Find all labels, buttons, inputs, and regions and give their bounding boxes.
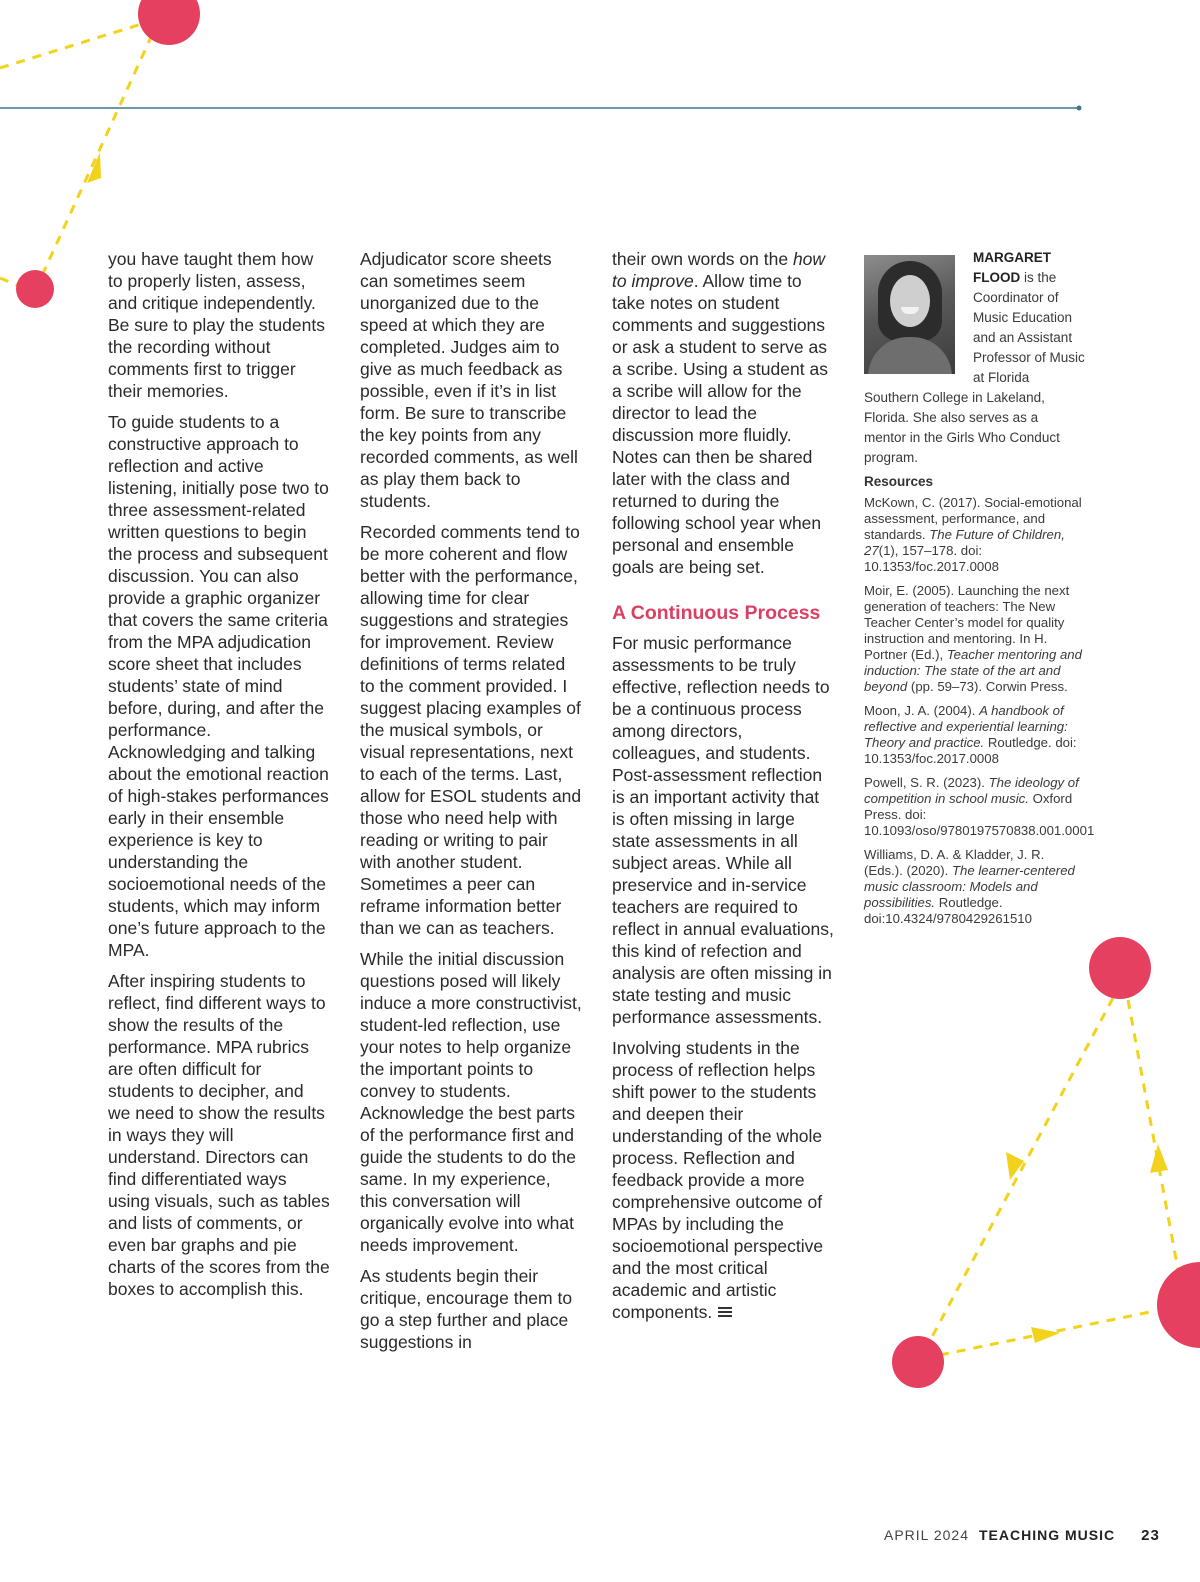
reference-item xyxy=(864,703,1082,767)
ref-text: (pp. 59–73). Corwin Press. xyxy=(907,679,1068,694)
paragraph: For music performance assessments to be truly effective, reflection needs to be a continuous process among directors, colleagues, and students. Post-assessment reflection is an important activity that is often missing in large state assessments in all subject areas. While all preservice and in-service teachers are required to reflect in annual evaluations, this kind of refection and analysis are often missing in state testing and music performance assessments. xyxy=(612,633,834,1027)
arrow-down-icon xyxy=(1006,1152,1024,1180)
arrow-up-icon xyxy=(1150,1144,1168,1173)
article-column-3 xyxy=(612,248,834,1332)
pink-node xyxy=(1157,1262,1200,1348)
resources-title: Resources xyxy=(864,474,934,489)
ref-italic: A handbook of reflective and experiential learning: Theory and practice. xyxy=(864,703,1068,750)
author-photo xyxy=(864,255,955,374)
ref-text: Routledge. doi: 10.1353/foc.2017.0008 xyxy=(864,735,1077,766)
paragraph: you have taught them how to properly listen, assess, and critique independently. Be sure to play the students the recording without comments first to trigger their memories. xyxy=(108,249,325,401)
bio-text: is the Coordinator of Music Education and an Assistant Professor of Music at Florida xyxy=(973,270,1085,385)
ref-text: Moir, E. (2005). Launching the next generation of teachers: The New Teacher Center’s model for quality instruction and mentoring. In H. Portner (Ed.), xyxy=(864,583,1070,662)
arrow-right-icon xyxy=(1031,1327,1060,1343)
ref-italic: The Future of Children, 27 xyxy=(864,527,1065,558)
page-number: 23 xyxy=(1141,1527,1160,1544)
resources-list xyxy=(864,474,1095,935)
ref-text: (1), 157–178. doi: 10.1353/foc.2017.0008 xyxy=(864,543,999,574)
paragraph: To guide students to a constructive approach to reflection and active listening, initially pose two to three assessment-related written questions to begin the process and subsequent discussion. You can also provide a graphic organizer that covers the same criteria from the MPA adjudication score sheet that includes students’ state of mind before, during, and after the performance. Acknowledging and talking about the emotional reaction of high-stakes performances early in their ensemble experience is key to understanding the socioemotional needs of the students, which may inform one’s future approach to the MPA. xyxy=(108,412,329,960)
ref-italic: The learner-centered music classroom: Models and possibilities. xyxy=(864,863,1075,910)
reference-item xyxy=(864,583,1082,695)
author-name: MARGARET FLOOD xyxy=(973,250,1051,285)
text-run: Involving students in the process of reflection helps shift power to the students and deepen their understanding of the whole process. Reflection and feedback provide a more comprehensive outcome of MPAs by including the socioemotional perspective and the most critical academic and artistic components. xyxy=(612,1038,824,1322)
arrow-up-icon xyxy=(87,152,101,183)
issue-date: APRIL 2024 xyxy=(884,1527,969,1543)
ref-text: Oxford Press. doi: 10.1093/oso/9780197570838.001.0001 xyxy=(864,791,1095,838)
rule-end-dot xyxy=(1077,106,1082,111)
text-run: their own words on the xyxy=(612,249,793,269)
pink-node xyxy=(892,1336,944,1388)
paragraph xyxy=(612,1037,834,1323)
reference-item xyxy=(864,775,1095,839)
section-heading: A Continuous Process xyxy=(612,602,821,624)
page-footer xyxy=(884,1527,1160,1544)
ref-text: Moon, J. A. (2004). xyxy=(864,703,980,718)
end-mark-icon xyxy=(718,1307,732,1319)
paragraph: Recorded comments tend to be more coherent and flow better with the performance, allowing time for clear suggestions and strategies for improvement. Review definitions of terms related to the comment provided. I suggest placing examples of the musical symbols, or visual representations, next to each of the terms. Last, allow for ESOL students and those who need help with reading or writing to pair with another student. Sometimes a peer can reframe information better than we can as teachers. xyxy=(360,522,582,938)
reference-item xyxy=(864,847,1082,927)
italic-text: how to improve xyxy=(612,249,826,291)
ref-italic: Teacher mentoring and induction: The state of the art and beyond xyxy=(864,647,1082,694)
author-bio xyxy=(973,248,1085,388)
magazine-title: TEACHING MUSIC xyxy=(978,1527,1116,1543)
ref-text: Powell, S. R. (2023). xyxy=(864,775,989,790)
paragraph: As students begin their critique, encourage them to go a step further and place suggestions in xyxy=(360,1266,573,1352)
author-bio-continued: Southern College in Lakeland, Florida. She also serves as a mentor in the Girls Who Conduct program. xyxy=(864,390,1060,465)
reference-item xyxy=(864,495,1082,575)
paragraph: While the initial discussion questions posed will likely induce a more constructivist, student-led reflection, use your notes to help organize the important points to convey to students. Acknowledge the best parts of the performance first and guide the students to do the same. In my experience, this conversation will organically evolve into what needs improvement. xyxy=(360,949,582,1255)
article-column-1 xyxy=(108,248,330,1309)
paragraph xyxy=(612,248,834,578)
article-column-2 xyxy=(360,248,582,1362)
ref-text: Williams, D. A. & Kladder, J. R. (Eds.). (2020). xyxy=(864,847,1045,878)
paragraph: After inspiring students to reflect, find different ways to show the results of the performance. MPA rubrics are often difficult for students to decipher, and we need to show the results in ways they will understand. Directors can find differentiated ways using visuals, such as tables and lists of comments, or even bar graphs and pie charts of the scores from the boxes to accomplish this. xyxy=(108,971,330,1299)
pink-node xyxy=(16,270,54,308)
ref-text: McKown, C. (2017). Social-emotional assessment, performance, and standards. xyxy=(864,495,1082,542)
paragraph: Adjudicator score sheets can sometimes seem unorganized due to the speed at which they are completed. Judges aim to give as much feedback as possible, even if it’s in list form. Be sure to transcribe the key points from any recorded comments, as well as play them back to students. xyxy=(360,249,578,511)
ref-italic: The ideology of competition in school music. xyxy=(864,775,1079,806)
pink-node xyxy=(138,0,200,45)
ref-text: Routledge. doi:10.4324/9780429261510 xyxy=(864,895,1032,926)
text-run: . Allow time to take notes on student comments and suggestions or ask a student to serve as a scribe. Using a student as a scribe will allow for the director to lead the discussion more fluidly. Notes can then be shared later with the class and returned to during the following school year when personal and ensemble goals are being set. xyxy=(612,271,828,577)
pink-node xyxy=(1089,937,1151,999)
